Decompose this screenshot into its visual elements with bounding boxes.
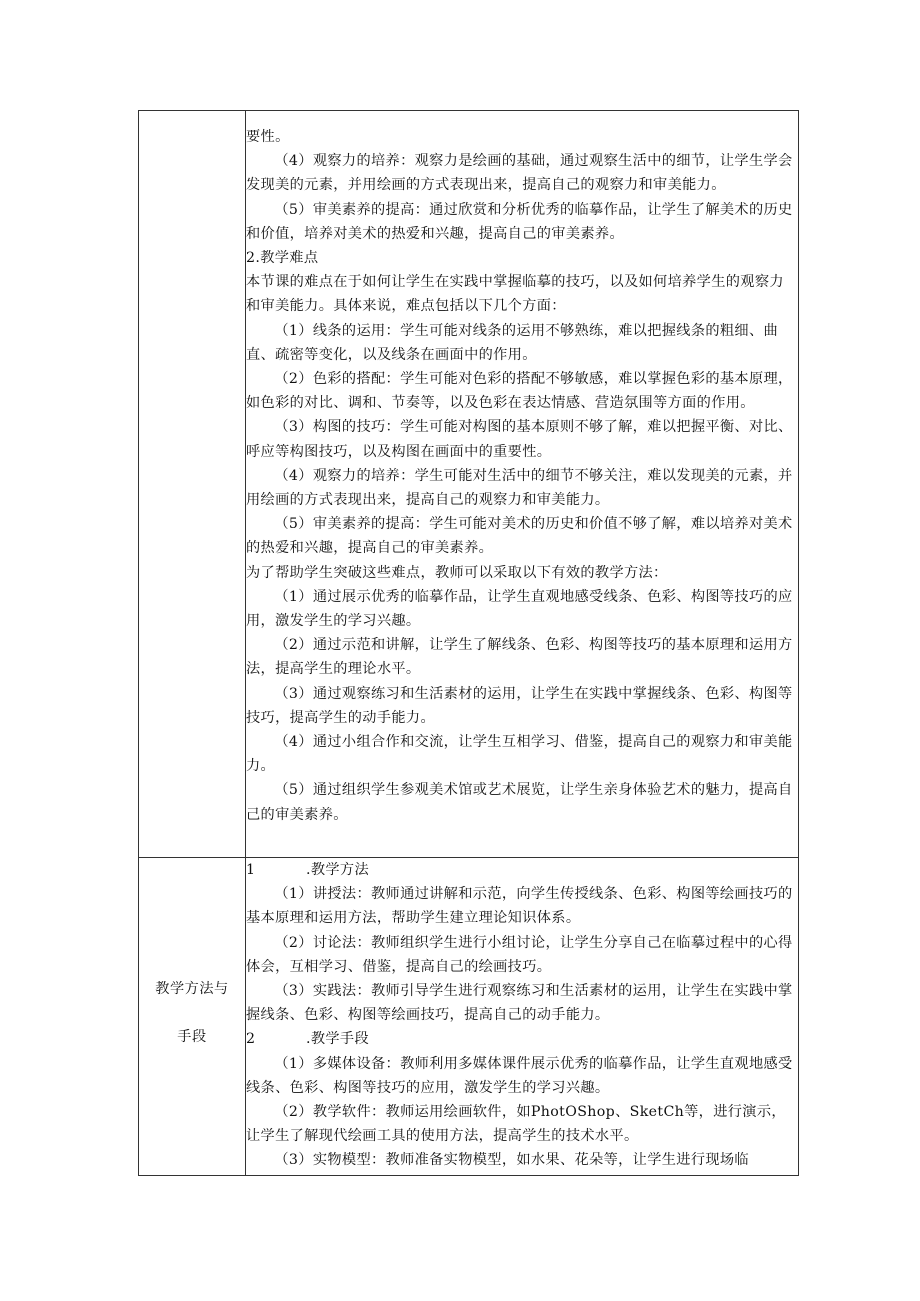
table-row: [139, 858, 799, 1176]
paragraph: （3）实物模型：教师准备实物模型，如水果、花朵等，让学生进行现场临: [274, 1152, 749, 1169]
row-label-line2: 手段: [177, 1029, 207, 1045]
section-heading: 1 .教学方法: [246, 862, 370, 878]
paragraph: （1）通过展示优秀的临摹作品，让学生直观地感受线条、色彩、构图等技巧的应用，激发学生的学习兴趣。: [246, 588, 793, 630]
paragraph: （5）审美素养的提高：学生可能对美术的历史和价值不够了解，难以培养对美术的热爱和兴趣，提高自己的审美素养。: [246, 516, 793, 557]
paragraph: （1）线条的运用：学生可能对线条的运用不够熟练，难以把握线条的粗细、曲直、疏密等变化，以及线条在画面中的作用。: [246, 322, 779, 363]
paragraph: （1）讲授法：教师通过讲解和示范，向学生传授线条、色彩、构图等绘画技巧的基本原理和运用方法，帮助学生建立理论知识体系。: [246, 886, 793, 927]
content-cell: [246, 858, 799, 1176]
empty-label-cell: [139, 111, 246, 858]
paragraph: 要性。: [246, 129, 290, 145]
lesson-plan-table: [138, 110, 799, 1176]
paragraph: （3）实践法：教师引导学生进行观察练习和生活素材的运用，让学生在实践中掌握线条、色彩、构图等绘画技巧，提高自己的动手能力。: [246, 983, 793, 1024]
paragraph: 本节课的难点在于如何让学生在实践中掌握临摹的技巧，以及如何培养学生的观察力和审美能力。具体来说，难点包括以下几个方面：: [246, 274, 784, 315]
paragraph: （2）通过示范和讲解，让学生了解线条、色彩、构图等技巧的基本原理和运用方法，提高学生的理论水平。: [246, 637, 793, 678]
paragraph: （4）观察力的培养：学生可能对生活中的细节不够关注，难以发现美的元素，并用绘画的方式表现出来，提高自己的观察力和审美能力。: [246, 467, 793, 509]
label-cell: [139, 858, 246, 1176]
table-row: [139, 111, 799, 858]
paragraph: 2.教学难点: [246, 250, 319, 267]
paragraph: （5）审美素养的提高：通过欣赏和分析优秀的临摹作品，让学生了解美术的历史和价值，培养对美术的热爱和兴趣，提高自己的审美素养。: [246, 201, 793, 242]
paragraph: （2）教学软件：教师运用绘画软件，如PhotOShop、SketCh等，进行演示，让学生了解现代绘画工具的使用方法，提高学生的技术水平。: [246, 1104, 786, 1145]
paragraph: （1）多媒体设备：教师利用多媒体课件展示优秀的临摹作品，让学生直观地感受线条、色彩、构图等技巧的应用，激发学生的学习兴趣。: [246, 1055, 793, 1096]
paragraph: （4）观察力的培养：观察力是绘画的基础，通过观察生活中的细节，让学生学会发现美的元素，并用绘画的方式表现出来，提高自己的观察力和审美能力。: [246, 153, 793, 194]
row-label-line1: 教学方法与: [155, 981, 229, 997]
content-text: [246, 111, 798, 827]
paragraph: （3）通过观察练习和生活素材的运用，让学生在实践中掌握线条、色彩、构图等技巧，提高学生的动手能力。: [246, 685, 793, 726]
paragraph: （3）构图的技巧：学生可能对构图的基本原则不够了解，难以把握平衡、对比、呼应等构图技巧，以及构图在画面中的重要性。: [246, 419, 793, 460]
paragraph: （2）色彩的搭配：学生可能对色彩的搭配不够敏感，难以掌握色彩的基本原理，如色彩的对比、调和、节奏等，以及色彩在表达情感、营造氛围等方面的作用。: [246, 371, 793, 412]
paragraph: （4）通过小组合作和交流，让学生互相学习、借鉴，提高自己的观察力和审美能力。: [246, 734, 793, 775]
content-text: [246, 858, 798, 1175]
paragraph: （2）讨论法：教师组织学生进行小组讨论，让学生分享自己在临摹过程中的心得体会，互相学习、借鉴，提高自己的绘画技巧。: [246, 934, 793, 975]
content-cell: [246, 111, 799, 858]
paragraph: 为了帮助学生突破这些难点，教师可以采取以下有效的教学方法：: [246, 564, 668, 581]
section-heading: 2 .教学手段: [246, 1031, 370, 1048]
paragraph: （5）通过组织学生参观美术馆或艺术展览，让学生亲身体验艺术的魅力，提高自己的审美素养。: [246, 782, 793, 823]
